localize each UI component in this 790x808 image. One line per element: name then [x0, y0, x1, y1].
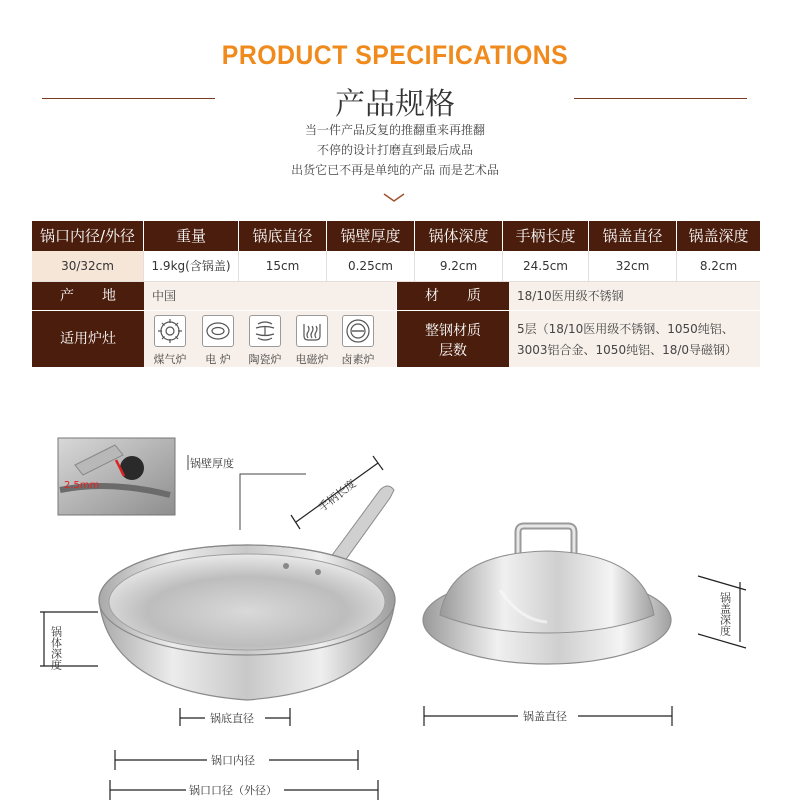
spec-value: 0.25cm [327, 251, 415, 281]
wall-thickness-label: 锅壁厚度 [190, 457, 234, 470]
spec-value: 8.2cm [699, 259, 738, 273]
spec-value: 15cm [239, 251, 327, 281]
inset-measure-label: 2.5mm [64, 480, 100, 491]
spec-header: 手柄长度 [503, 221, 589, 251]
lid-depth-label: 锅盖深度 [718, 592, 732, 636]
stove-caption: 电磁炉 [295, 353, 329, 366]
slogan-line-3: 出货它已不再是单纯的产品 而是艺术品 [291, 163, 499, 177]
gas-stove-icon [154, 315, 186, 347]
layer-value-line-2: 3003铝合金、1050纯铝、18/0导磁钢） [517, 343, 738, 357]
origin-value: 中国 [144, 282, 397, 310]
bottom-diameter-label: 锅底直径 [210, 712, 254, 725]
spec-value: 32cm [589, 251, 677, 281]
layer-label [397, 311, 509, 367]
layer-value [509, 311, 760, 367]
product-diagram [0, 420, 790, 808]
ceramic-stove-icon [249, 315, 281, 347]
induction-stove-icon [296, 315, 328, 347]
spec-value: 9.2cm [415, 251, 503, 281]
spec-header: 锅体深度 [415, 221, 503, 251]
halogen-stove-icon [342, 315, 374, 347]
spec-header: 锅壁厚度 [327, 221, 415, 251]
origin-label: 产 地 [32, 282, 144, 310]
spec-header: 锅盖深度 [688, 227, 749, 245]
title-en: PRODUCT SPECIFICATIONS [221, 40, 569, 70]
slogan-line-2: 不停的设计打磨直到最后成品 [316, 143, 473, 157]
spec-value: 1.9kg(含锅盖) [144, 251, 239, 281]
spec-value: 24.5cm [503, 251, 589, 281]
spec-header: 重量 [144, 221, 239, 251]
spec-header-row [32, 221, 760, 251]
material-value: 18/10医用级不锈钢 [509, 282, 760, 310]
handle-length-label: 手柄长度 [315, 477, 359, 515]
stove-label: 适用炉灶 [32, 311, 144, 367]
spec-header: 锅盖直径 [589, 221, 677, 251]
inner-diameter-label: 锅口内径 [211, 754, 255, 767]
stove-caption: 煤气炉 [153, 353, 187, 366]
electric-stove-icon [202, 315, 234, 347]
spec-value-row [32, 251, 760, 282]
stove-caption: 电 炉 [205, 353, 231, 366]
spec-header: 锅口内径/外径 [32, 221, 144, 251]
stove-caption: 陶瓷炉 [248, 353, 282, 366]
title-cn: 产品规格 [335, 87, 455, 122]
slogan-line-1: 当一件产品反复的推翻重来再推翻 [304, 123, 485, 137]
outer-diameter-label: 锅口口径（外径） [189, 784, 277, 797]
layer-label-line-1: 整钢材质 [425, 323, 481, 339]
layer-value-line-1: 5层（18/10医用级不锈钢、1050纯铝、 [517, 322, 734, 336]
spec-value: 30/32cm [32, 251, 144, 281]
lid-diameter-label: 锅盖直径 [523, 710, 567, 723]
chevron-down-icon [382, 192, 406, 204]
body-depth-label: 锅体深度 [49, 626, 63, 670]
stove-caption: 卤素炉 [341, 353, 375, 366]
spec-header: 锅底直径 [239, 221, 327, 251]
layer-label-line-2: 层数 [439, 343, 467, 359]
material-label: 材 质 [397, 282, 509, 310]
